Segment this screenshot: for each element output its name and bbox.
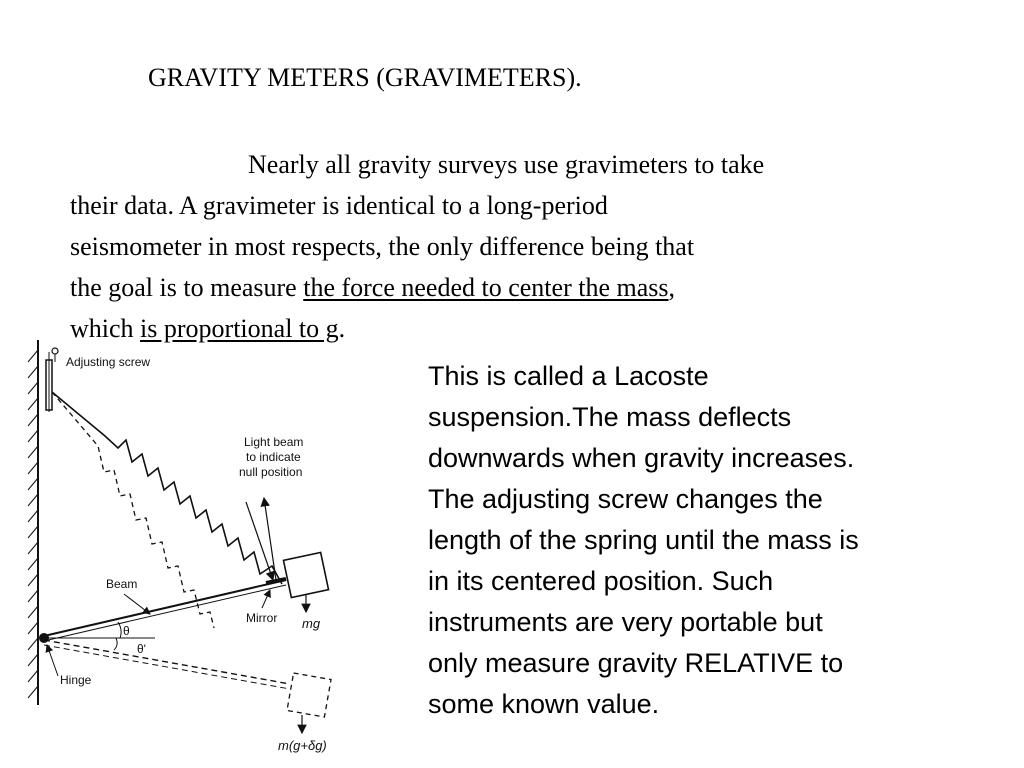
mirror-label: Mirror: [246, 611, 278, 625]
slide-title: GRAVITY METERS (GRAVIMETERS).: [148, 63, 582, 92]
light-beam: [246, 498, 276, 580]
explanation-line: some known value.: [428, 689, 660, 719]
mg-label: mg: [302, 616, 321, 631]
intro-paragraph: [70, 144, 950, 349]
explanation-line: The adjusting screw changes the: [428, 484, 823, 514]
intro-line-3: seismometer in most respects, the only difference being that: [70, 232, 695, 261]
intro-line-4: [70, 267, 950, 308]
explanation-line: instruments are very portable but: [428, 607, 823, 637]
mass-deflected: [287, 673, 331, 717]
explanation-line: in its centered position. Such: [428, 566, 774, 596]
intro-line-5-suffix: .: [338, 314, 346, 343]
light-beam-label-line-1: Light beam: [244, 435, 304, 449]
underlined-proportional-phrase: is proportional to g: [140, 314, 339, 343]
lacoste-suspension-diagram: [0, 330, 420, 768]
theta-label: θ: [123, 624, 130, 638]
explanation-line: suspension.The mass deflects: [428, 402, 792, 432]
beam-label: Beam: [106, 577, 138, 591]
spring-dashed: [52, 392, 214, 628]
wall: [28, 340, 38, 705]
underlined-force-phrase: the force needed to center the mass: [303, 273, 669, 302]
intro-line-5-prefix: which: [70, 314, 141, 343]
mass-centered: [283, 552, 328, 597]
light-beam-label-line-2: to indicate: [246, 450, 301, 464]
explanation-line: only measure gravity RELATIVE to: [428, 648, 844, 678]
light-beam-label-line-3: null position: [239, 465, 303, 479]
hinge-label: Hinge: [60, 673, 92, 687]
intro-line-1: Nearly all gravity surveys use gravimeters to take: [248, 150, 765, 179]
intro-line-4-suffix: ,: [668, 273, 675, 302]
theta-prime-label: θ': [137, 642, 146, 656]
explanation-paragraph: [428, 356, 1008, 725]
intro-line-4-prefix: the goal is to measure: [70, 273, 304, 302]
spring-solid: [52, 392, 282, 584]
adjusting-screw-icon: [46, 348, 58, 412]
mg-delta-label: m(g+δg): [278, 738, 327, 753]
explanation-line: This is called a Lacoste: [428, 361, 709, 391]
intro-line-2: their data. A gravimeter is identical to a long-period: [70, 191, 608, 220]
adjusting-screw-label: Adjusting screw: [66, 355, 151, 369]
explanation-line: length of the spring until the mass is: [428, 525, 859, 555]
explanation-line: downwards when gravity increases.: [428, 443, 855, 473]
